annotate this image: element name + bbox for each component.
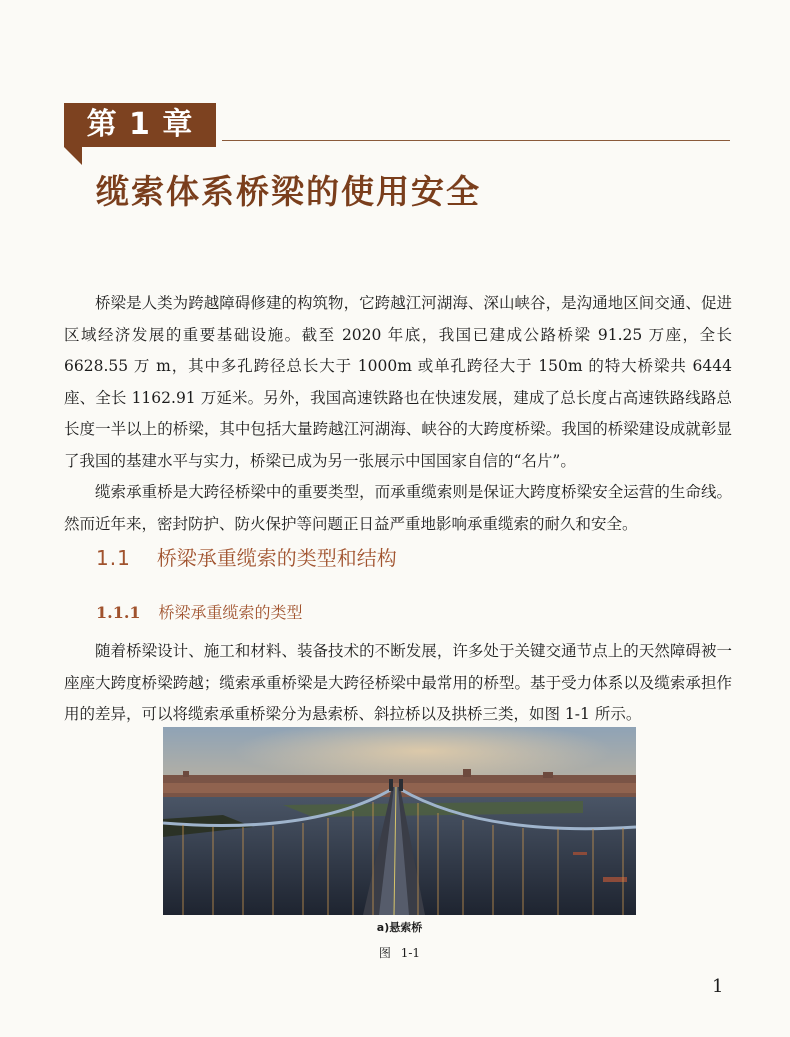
body-paragraph: 随着桥梁设计、施工和材料、装备技术的不断发展，许多处于关键交通节点上的天然障碍被一座座大跨度桥梁跨越；缆索承重桥梁是大跨径桥梁中最常用的桥型。基于受力体系以及缆索承担作用的差异，可以将缆索承重桥梁分为悬索桥、斜拉桥以及拱桥三类，如图 1-1 所示。 [64, 642, 732, 724]
section-heading [96, 542, 397, 571]
section-number: 1.1 [96, 546, 131, 570]
chapter-title: 缆索体系桥梁的使用安全 [96, 172, 481, 211]
subsection-number: 1.1.1 [96, 603, 141, 622]
body-paragraph: 缆索承重桥是大跨径桥梁中的重要类型，而承重缆索则是保证大跨度桥梁安全运营的生命线。然而近年来，密封防护、防火保护等问题正日益严重地影响承重缆索的耐久和安全。 [64, 483, 732, 533]
chapter-divider-line [222, 140, 730, 141]
page-number: 1 [712, 976, 724, 997]
body-paragraph: 桥梁是人类为跨越障碍修建的构筑物，它跨越江河湖海、深山峡谷，是沟通地区间交通、促进区域经济发展的重要基础设施。截至 2020 年底，我国已建成公路桥梁 91.25 万座，全长 6628.55 万 m，其中多孔跨径总长大于 1000m 或单孔跨径大于 150m 的特大桥梁共 6444 座、全长 1162.91 万延米。另外，我国高速铁路也在快速发展，建成了总长度占高速铁路线路总长度一半以上的桥梁，其中包括大量跨越江河湖海、峡谷的大跨度桥梁。我国的桥梁建设成就彰显了我国的基建水平与实力，桥梁已成为另一张展示中国国家自信的“名片”。 [64, 294, 732, 470]
suspension-bridge-photo [163, 727, 636, 915]
chapter-tag: 第 1 章 [64, 103, 216, 147]
section-title: 桥梁承重缆索的类型和结构 [156, 546, 397, 570]
subsection-title: 桥梁承重缆索的类型 [158, 603, 303, 622]
figure-label: 图 1-1 [378, 946, 421, 960]
subsection-heading [96, 600, 303, 623]
figure-caption: a)悬索桥 [376, 921, 423, 934]
chapter-tag-tail [64, 147, 82, 165]
